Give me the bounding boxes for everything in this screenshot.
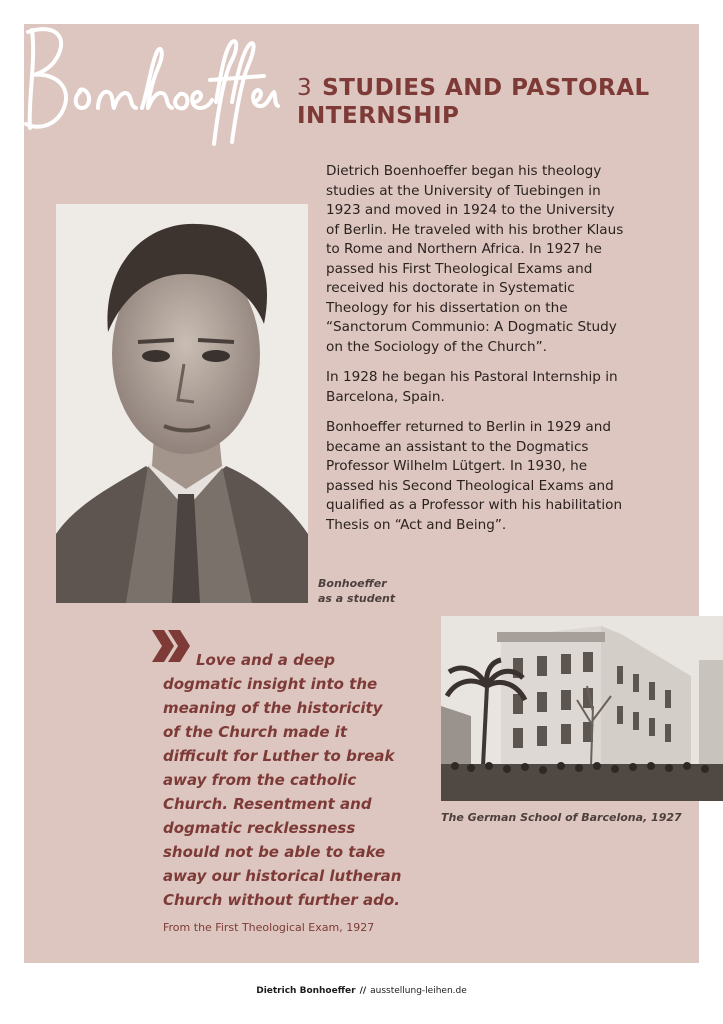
body-text (326, 162, 631, 546)
page-title (297, 74, 697, 130)
school-caption: The German School of Barcelona, 1927 (441, 811, 682, 824)
footer-separator: // (359, 986, 367, 996)
footer-site: ausstellung-leihen.de (370, 986, 467, 996)
portrait-caption-line-1: Bonhoeffer (318, 577, 387, 590)
title-line-2: INTERNSHIP (297, 103, 460, 129)
portrait-photo (56, 204, 308, 603)
body-paragraph: Bonhoeffer returned to Berlin in 1929 and became an assistant to the Dogmatics Professor Wilhelm Lütgert. In 1930, he passed his Second Theological Exams and qualified as a Professor with his habilitation Thesis on “Act and Being”. (326, 419, 623, 533)
footer-name: Dietrich Bonhoeffer (256, 986, 356, 996)
portrait-caption-line-2: as a student (318, 592, 396, 605)
portrait-caption (318, 576, 408, 606)
quote-text: Love and a deep dogmatic insight into the meaning of the historicity of the Church made it difficult for Luther to break away from the catholic Church. Resentment and dogmatic recklessness should not be able to take away our historical lutheran Church without further ado. (163, 651, 402, 909)
school-photo (441, 616, 723, 801)
footer (0, 986, 723, 996)
signature-image (18, 20, 280, 150)
body-paragraph: Dietrich Boenhoeffer began his theology studies at the University of Tuebingen in 1923 and moved in 1924 to the University of Berlin. He traveled with his brother Klaus to Rome and Northern Africa. In 1927 he passed his First Theological Exams and received his doctorate in Systematic Theology for his dissertation on the “Sanctorum Communio: A Dogmatic Study on the Sociology of the Church”. (326, 163, 624, 355)
title-line-1: STUDIES AND PASTORAL (322, 75, 650, 101)
quote-source: From the First Theological Exam, 1927 (163, 921, 375, 934)
body-paragraph: In 1928 he began his Pastoral Internship in Barcelona, Spain. (326, 369, 618, 405)
section-number: 3 (297, 75, 313, 101)
